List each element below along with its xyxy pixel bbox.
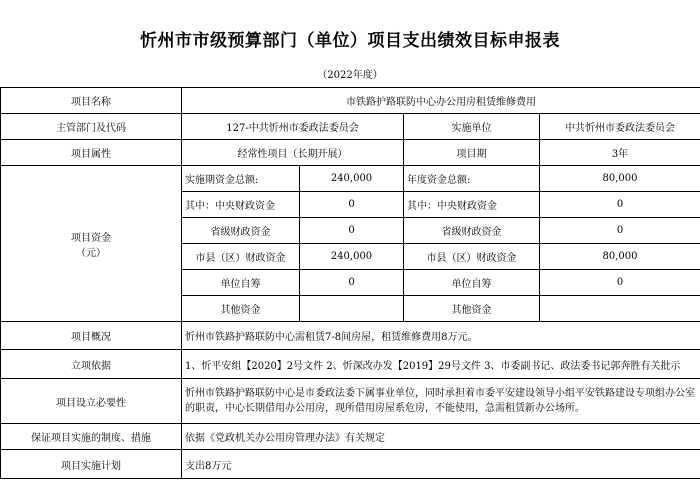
row-necessity bbox=[1, 379, 700, 424]
attr-value: 经常性项目（长期开展） bbox=[182, 140, 404, 166]
funds-right-label: 市县（区）财政资金 bbox=[404, 244, 540, 270]
impl-unit-label: 实施单位 bbox=[404, 114, 540, 140]
funds-left-label: 其他资金 bbox=[182, 296, 300, 322]
row-plan bbox=[1, 450, 700, 479]
funds-left-value: 0 bbox=[300, 218, 404, 244]
funds-left-value bbox=[300, 296, 404, 322]
period-label: 项目期 bbox=[404, 140, 540, 166]
funds-left-label: 单位自筹 bbox=[182, 270, 300, 296]
overview-value: 忻州市铁路护路联防中心需租赁7-8间房屋，租赁维修费用8万元。 bbox=[182, 322, 700, 350]
necessity-value: 忻州市铁路护路联防中心是市委政法委下属事业单位，同时承担着市委平安建设领导小组平安铁路建设专项组办公室的职责，中心长期借用办公用房，现所借用房屋系危房，不能使用，急需租赁新办公场所。 bbox=[182, 379, 700, 424]
funds-label-line1: 项目资金 bbox=[71, 232, 111, 244]
funds-right-label: 其他资金 bbox=[404, 296, 540, 322]
plan-value: 支出8万元 bbox=[182, 450, 700, 479]
dept-value: 127-中共忻州市委政法委员会 bbox=[182, 114, 404, 140]
funds-left-label: 省级财政资金 bbox=[182, 218, 300, 244]
funds-left-value: 0 bbox=[300, 270, 404, 296]
project-name-label: 项目名称 bbox=[1, 88, 182, 114]
page-title: 忻州市市级预算部门（单位）项目支出绩效目标申报表 bbox=[140, 31, 560, 51]
funds-right-label: 单位自筹 bbox=[404, 270, 540, 296]
plan-label: 项目实施计划 bbox=[1, 450, 182, 479]
row-basis bbox=[1, 350, 700, 379]
funds-label bbox=[1, 166, 182, 322]
project-name-value: 市铁路护路联防中心办公用房租赁维修费用 bbox=[182, 88, 700, 114]
performance-target-table bbox=[0, 87, 700, 479]
period-value: 3年 bbox=[540, 140, 700, 166]
guarantee-label: 保证项目实施的制度、措施 bbox=[1, 424, 182, 450]
funds-right-label: 其中：中央财政资金 bbox=[404, 192, 540, 218]
funds-left-label: 市县（区）财政资金 bbox=[182, 244, 300, 270]
funds-right-value: 0 bbox=[540, 270, 700, 296]
funds-right-label: 年度资金总额: bbox=[404, 166, 540, 192]
row-project-name bbox=[1, 88, 700, 114]
guarantee-value: 依据《党政机关办公用房管理办法》有关规定 bbox=[182, 424, 700, 450]
row-overview bbox=[1, 322, 700, 350]
funds-right-label: 省级财政资金 bbox=[404, 218, 540, 244]
funds-right-value: 80,000 bbox=[540, 244, 700, 270]
funds-left-label: 实施期资金总额: bbox=[182, 166, 300, 192]
funds-right-value: 0 bbox=[540, 192, 700, 218]
funds-left-label: 其中：中央财政资金 bbox=[182, 192, 300, 218]
funds-right-value: 0 bbox=[540, 218, 700, 244]
funds-left-value: 0 bbox=[300, 192, 404, 218]
necessity-label: 项目设立必要性 bbox=[1, 379, 182, 424]
funds-row bbox=[1, 166, 700, 192]
fiscal-year: （2022年度） bbox=[317, 70, 383, 81]
row-department bbox=[1, 114, 700, 140]
dept-label: 主管部门及代码 bbox=[1, 114, 182, 140]
overview-label: 项目概况 bbox=[1, 322, 182, 350]
funds-right-value bbox=[540, 296, 700, 322]
funds-label-line2: （元） bbox=[76, 247, 106, 259]
row-guarantee bbox=[1, 424, 700, 450]
row-attribute bbox=[1, 140, 700, 166]
funds-left-value: 240,000 bbox=[300, 244, 404, 270]
basis-label: 立项依据 bbox=[1, 350, 182, 379]
attr-label: 项目属性 bbox=[1, 140, 182, 166]
basis-value: 1、忻平安组【2020】2号文件 2、忻深改办发【2019】29号文件 3、市委副书记、政法委书记郭奔胜有关批示 bbox=[182, 350, 700, 379]
funds-right-value: 80,000 bbox=[540, 166, 700, 192]
funds-left-value: 240,000 bbox=[300, 166, 404, 192]
impl-unit-value: 中共忻州市委政法委员会 bbox=[540, 114, 700, 140]
